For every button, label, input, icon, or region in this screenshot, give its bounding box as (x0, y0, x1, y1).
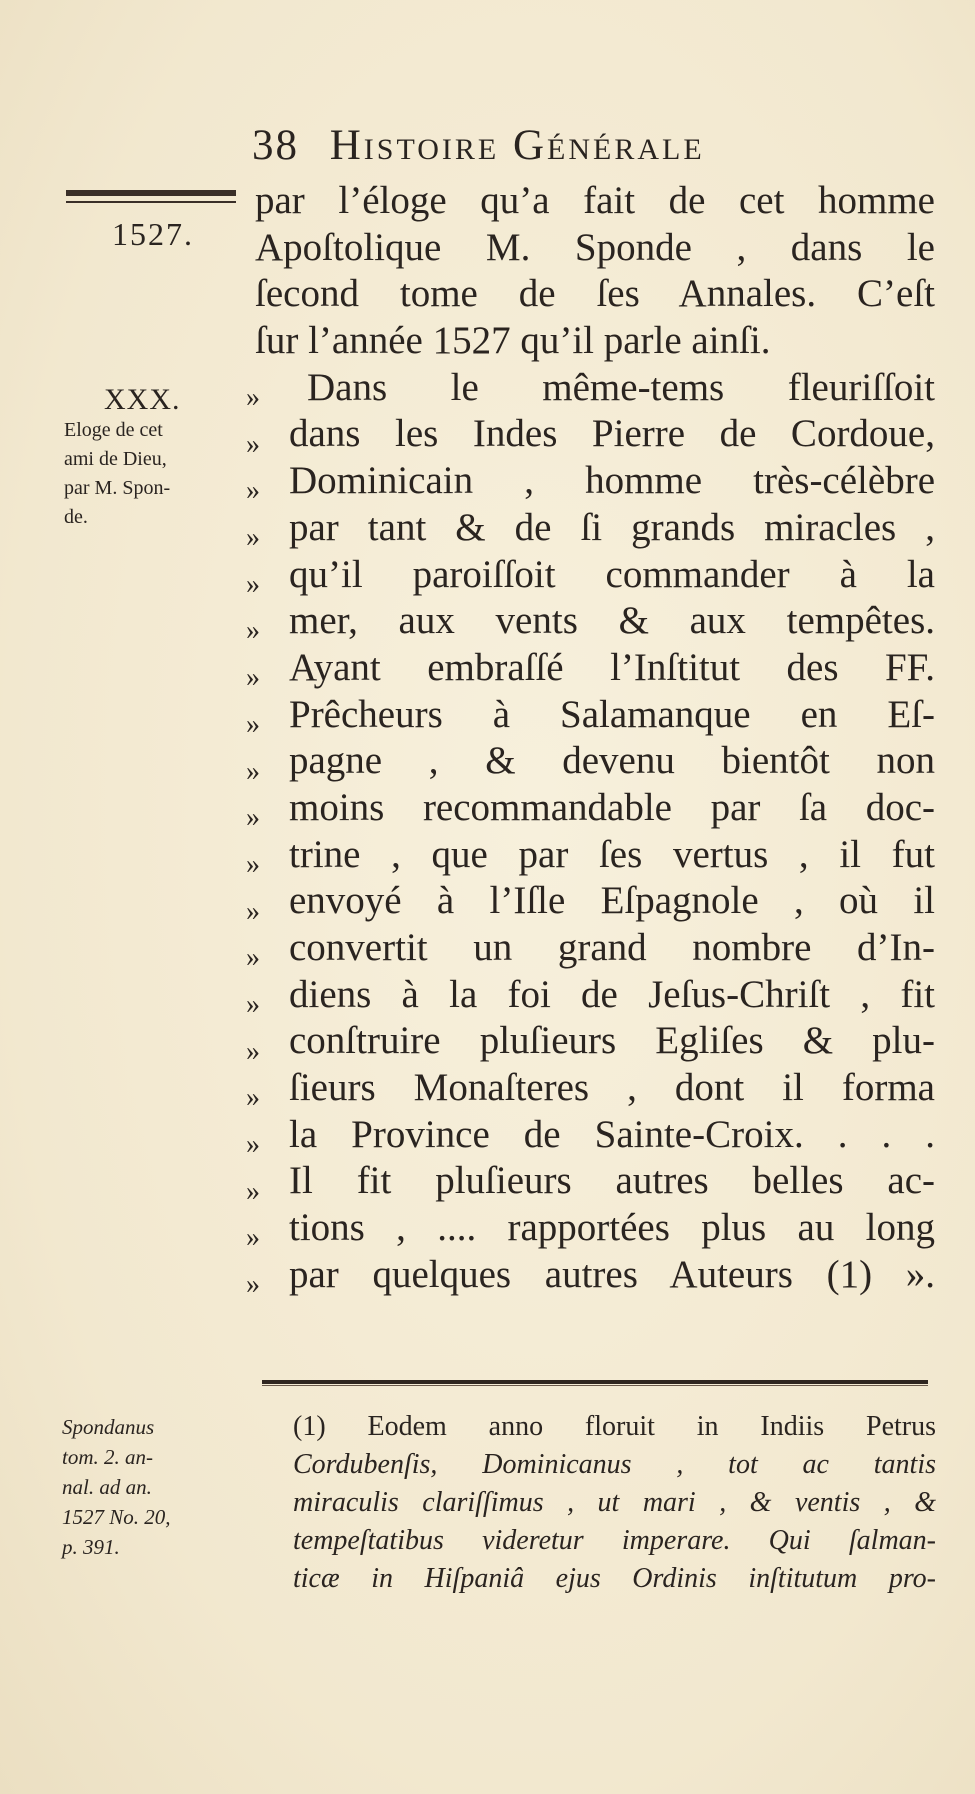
text-line: Dominicain , homme très-célèbre (289, 459, 935, 503)
text-line: diens à la foi de Jeſus-Chriſt , fit (289, 972, 935, 1016)
text-line: conſtruire pluſieurs Egliſes & plu- (289, 1019, 935, 1063)
margin-note (64, 416, 239, 532)
text-line: ſieurs Monaſteres , dont il forma (289, 1066, 935, 1110)
header-rule (66, 190, 236, 204)
quote-mark: » (246, 1129, 260, 1160)
text-line: Prêcheurs à Salamanque en Eſ- (289, 692, 935, 736)
margin-note-line: Eloge de cet (64, 419, 163, 441)
text-line: ſur l’année 1527 qu’il parle ainſi. (255, 319, 771, 363)
text-line: pagne , & devenu bientôt non (289, 739, 935, 783)
margin-section-number: XXX. (104, 383, 181, 416)
text-line: tions , .... rapportées plus au long (289, 1206, 935, 1250)
source-line: p. 391. (62, 1535, 120, 1559)
text-line: par quelques autres Auteurs (1) ». (289, 1252, 935, 1296)
quote-mark: » (246, 755, 260, 787)
text-line: Dans le même-tems fleuriſſoit (307, 365, 935, 409)
quote-mark: » (246, 802, 260, 834)
text-line: dans les Indes Pierre de Cordoue, (289, 412, 935, 456)
text-line: mer, aux vents & aux tempêtes. (289, 599, 935, 643)
text-line: par tant & de ſi grands miracles , (289, 505, 935, 549)
quote-mark: » (246, 475, 260, 507)
source-line: nal. ad an. (62, 1475, 152, 1499)
footnote-line: miraculis clariſſimus , ut mari , & ventis , & (293, 1487, 936, 1518)
text-line: ſecond tome de ſes Annales. C’eſt (255, 272, 935, 316)
text-line: Il fit pluſieurs autres belles ac- (289, 1159, 935, 1203)
footnote-line: Cordubenſis, Dominicanus , tot ac tantis (293, 1449, 936, 1480)
page-number: 38 (252, 122, 299, 169)
quote-mark: » (246, 942, 260, 974)
margin-note-line: de. (64, 506, 88, 528)
quote-mark: » (246, 708, 260, 740)
quote-mark: » (246, 848, 260, 880)
text-line: Apoſtolique M. Sponde , dans le (255, 225, 935, 269)
text-line: envoyé à l’Iſle Eſpagnole , où il (289, 879, 935, 923)
quote-mark: » (246, 1175, 260, 1207)
text-line: trine , que par ſes vertus , il fut (289, 832, 935, 876)
footnote (248, 1408, 936, 1598)
quote-mark: » (246, 615, 260, 647)
text-line: par l’éloge qu’a fait de cet homme (255, 179, 935, 222)
quote-mark: » (246, 1035, 260, 1067)
quote-mark: » (246, 895, 260, 927)
margin-year: 1527. (112, 216, 194, 252)
quote-mark: » (246, 428, 260, 460)
source-line: Spondanus (62, 1415, 155, 1439)
running-title: Histoire Générale (329, 122, 705, 169)
source-line: tom. 2. an- (62, 1445, 153, 1469)
footnote-line: tempeſtatibus videretur imperare. Qui ſalman- (293, 1525, 936, 1556)
body-text (255, 178, 935, 1299)
quote-mark: » (246, 1269, 260, 1301)
quote-mark: » (246, 1082, 260, 1114)
quote-mark: » (246, 568, 260, 600)
footnote-rule (262, 1380, 928, 1386)
text-line: la Province de Sainte-Croix. . . . (289, 1112, 935, 1156)
text-line: Ayant embraſſé l’Inſtitut des FF. (289, 645, 935, 689)
footnote-source-margin (62, 1412, 242, 1562)
margin-note-line: par M. Spon- (64, 477, 171, 499)
footnote-line: (1) Eodem anno floruit in Indiis Petrus (293, 1411, 936, 1442)
source-line: 1527 No. 20, (62, 1505, 171, 1529)
margin-note-line: ami de Dieu, (64, 448, 167, 470)
text-line: convertit un grand nombre d’In- (289, 926, 935, 969)
footnote-line: ticæ in Hiſpaniâ ejus Ordinis inſtitutum pro- (293, 1563, 936, 1594)
running-header (252, 118, 892, 174)
text-line: qu’il paroiſſoit commander à la (289, 552, 935, 596)
text-line: moins recommandable par ſa doc- (289, 785, 935, 829)
quote-mark: » (246, 662, 260, 694)
quote-mark: » (246, 1222, 260, 1254)
quote-mark: » (246, 522, 260, 554)
quote-mark: » (246, 988, 260, 1020)
quote-mark: » (246, 382, 260, 413)
